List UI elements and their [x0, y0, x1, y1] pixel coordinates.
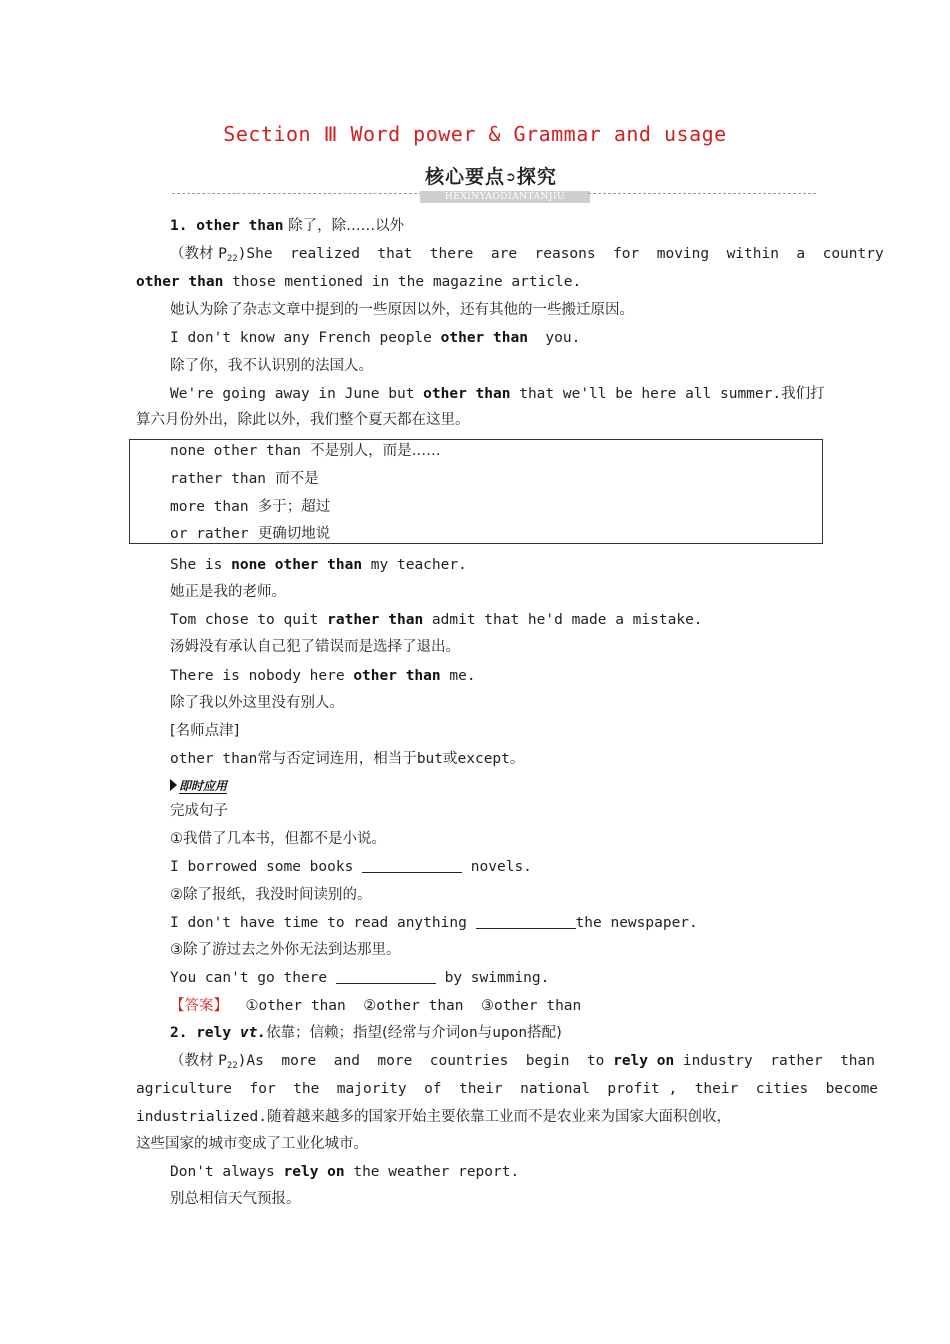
- practice-title: 完成句子: [170, 803, 228, 819]
- item1-example5: There is nobody here other than me.: [170, 668, 476, 684]
- box-row: none other than 不是别人，而是……: [170, 443, 441, 459]
- item1-example2: We're going away in June but other than that we'll be here all summer.我们打: [170, 386, 825, 402]
- item1-heading: 1. other than 除了，除……以外: [170, 218, 405, 234]
- triangle-icon: [170, 779, 177, 791]
- question1-cn: ①我借了几本书，但都不是小说。: [170, 831, 386, 847]
- section-banner: [0, 160, 950, 205]
- banner-cn2: 探究: [516, 166, 557, 188]
- item1-example3-cn: 她正是我的老师。: [170, 584, 286, 600]
- item2-heading: 2. rely vt.依靠；信赖；指望(经常与介词on与upon搭配): [170, 1025, 562, 1041]
- item1-example4-cn: 汤姆没有承认自己犯了错误而是选择了退出。: [170, 639, 460, 655]
- item1-example4: Tom chose to quit rather than admit that he'd made a mistake.: [170, 612, 703, 628]
- item1-example5-cn: 除了我以外这里没有别人。: [170, 695, 344, 711]
- answer-line: 【答案】 ①other than ②other than ③other than: [170, 998, 582, 1014]
- item2-textbook-line2: agriculture for the majority of their national profit , their cities become: [136, 1081, 879, 1097]
- practice-tag: 即时应用: [170, 777, 227, 794]
- banner-heading: [420, 162, 590, 200]
- tip-text: other than常与否定词连用，相当于but或except。: [170, 751, 525, 767]
- item2-textbook-line3: industrialized.随着越来越多的国家开始主要依靠工业而不是农业来为国家大面积创收，: [136, 1109, 731, 1125]
- item2-example1: Don't always rely on the weather report.: [170, 1164, 520, 1180]
- question3: You can't go there by swimming.: [170, 970, 550, 986]
- question3-cn: ③除了游过去之外你无法到达那里。: [170, 942, 401, 958]
- question1: I borrowed some books novels.: [170, 859, 532, 875]
- answer-blank[interactable]: [362, 858, 462, 873]
- question2-cn: ②除了报纸，我没时间读别的。: [170, 887, 372, 903]
- arrow-icon: ➲: [505, 170, 517, 185]
- box-row: rather than 而不是: [170, 471, 319, 487]
- tip-label: [名师点津]: [170, 723, 240, 739]
- banner-cn: 核心要点: [425, 166, 506, 188]
- answer-blank[interactable]: [336, 969, 436, 984]
- question2: I don't have time to read anything the newspaper.: [170, 915, 698, 931]
- item2-textbook-cn: 这些国家的城市变成了工业化城市。: [136, 1136, 368, 1152]
- item2-example1-cn: 别总相信天气预报。: [170, 1191, 301, 1207]
- item1-example1-cn: 除了你，我不认识别的法国人。: [170, 358, 373, 374]
- item1-example2-cn: 算六月份外出，除此以外，我们整个夏天都在这里。: [136, 412, 470, 428]
- item1-textbook-line1: （教材 $P_{22})She$ realized that there are reasons for moving within a country: [170, 246, 884, 264]
- item1-textbook-line2: other than those mentioned in the magazine article.: [136, 274, 582, 290]
- section-title: Section Ⅲ Word power & Grammar and usage: [223, 122, 727, 146]
- item1-textbook-cn: 她认为除了杂志文章中提到的一些原因以外，还有其他的一些搬迁原因。: [170, 302, 634, 318]
- item1-example1: I don't know any French people other than you.: [170, 330, 581, 346]
- answer-blank[interactable]: [476, 914, 576, 929]
- box-row: or rather 更确切地说: [170, 526, 331, 542]
- item2-textbook-line1: （教材 $P_{22})As$ more and more countries begin to rely on industry rather than: [170, 1053, 875, 1071]
- banner-divider-right: [588, 193, 816, 194]
- item1-example3: She is none other than my teacher.: [170, 557, 467, 573]
- banner-pinyin: HEXINYAODIANTANJIU: [420, 191, 590, 203]
- answer-label: 【答案】: [170, 998, 228, 1014]
- banner-divider-left: [172, 193, 422, 194]
- box-row: more than 多于；超过: [170, 499, 331, 515]
